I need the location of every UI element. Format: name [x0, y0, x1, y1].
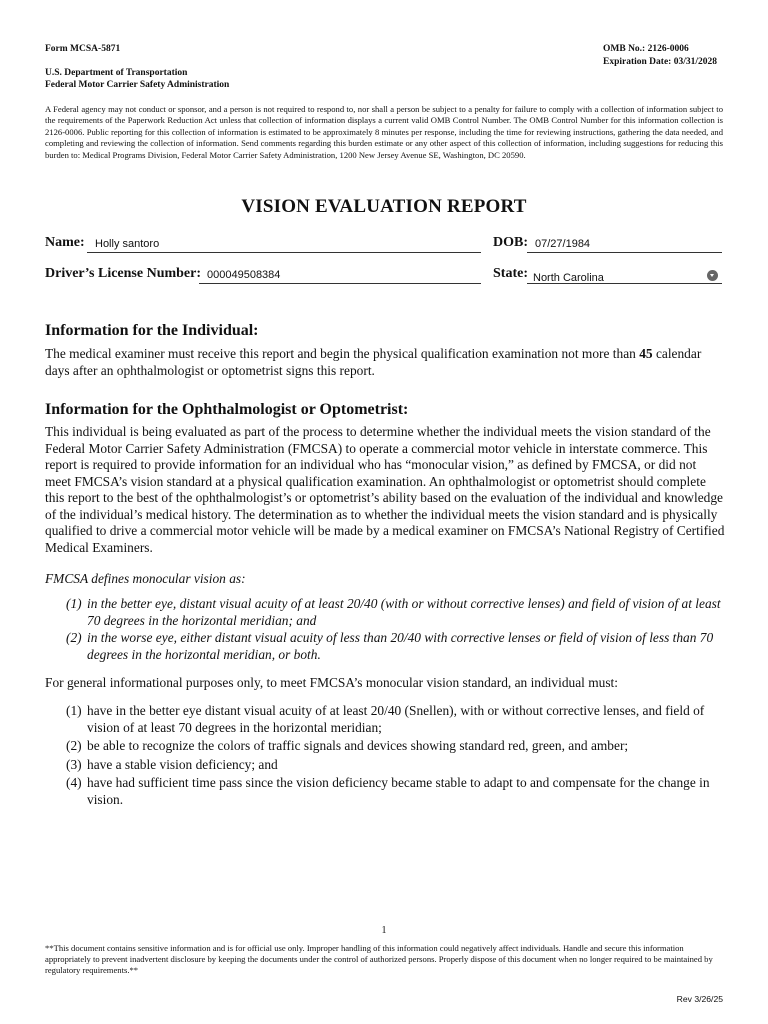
- state-select[interactable]: [527, 267, 722, 284]
- dob-field[interactable]: [527, 236, 722, 253]
- list-number: (2): [66, 630, 82, 645]
- list-item: [45, 703, 725, 736]
- individual-paragraph: [45, 346, 725, 379]
- optometrist-paragraph: This individual is being evaluated as part of the process to determine whether the individual meets the vision standard of the Federal Motor Carrier Safety Administration (FMCSA) to operate a commercial motor vehicle in interstate commerce. This report is required to provide information for an individual who has “monocular vision,” as defined by FMCSA, or did not meet FMCSA’s vision standard at a physical qualification examination. An ophthalmologist or optometrist should complete this report to the best of the ophthalmologist’s or optometrist’s ability based on the evaluation of the individual and knowledge of the individual’s medical history. The determination as to whether the individual meets the vision standard and is physically qualified to drive a commercial motor vehicle will be made by a medical examiner on FMCSA’s National Registry of Certified Medical Examiners.: [45, 424, 725, 555]
- list-item: [45, 775, 725, 808]
- state-value: North Carolina: [533, 272, 604, 284]
- individual-text-before: The medical examiner must receive this report and begin the physical qualification examination not more than: [45, 346, 640, 361]
- list-item: [45, 630, 725, 663]
- list-number: (1): [66, 596, 82, 611]
- list-text: have in the better eye distant visual acuity of at least 20/40 (Snellen), with or without corrective lenses, and field of vision of at least 70 degrees in the horizontal meridian;: [87, 703, 705, 735]
- list-number: (1): [66, 703, 82, 718]
- agency-name: Federal Motor Carrier Safety Administration: [45, 80, 230, 90]
- list-number: (4): [66, 775, 82, 790]
- state-label: State:: [493, 266, 528, 281]
- list-item: [45, 738, 725, 755]
- dob-value: 07/27/1984: [535, 238, 591, 250]
- name-value: Holly santoro: [95, 238, 160, 250]
- list-number: (3): [66, 756, 82, 772]
- license-value: 000049508384: [207, 269, 281, 281]
- list-text: be able to recognize the colors of traffic signals and devices showing standard red, green, and amber;: [87, 738, 629, 753]
- omb-number: OMB No.: 2126-0006: [603, 44, 689, 54]
- days-value: 45: [639, 346, 653, 361]
- chevron-down-icon[interactable]: [707, 270, 718, 281]
- burden-statement: A Federal agency may not conduct or sponsor, and a person is not required to respond to, nor shall a person be subject to a penalty for failure to comply with a collection of information subject to the requirements of the Paperwork Reduction Act unless that collection of information displays a current valid OMB Control Number. The OMB Control Number for this information collection is 2126-0006. Public reporting for this collection of information is estimated to be approximately 8 minutes per response, including the time for reviewing instructions, gathering the data needed, and completing and reviewing the collection of information. Send comments regarding this burden estimate or any other aspect of this collection of information, including suggestions for reducing this burden to: Medical Programs Division, Federal Motor Carrier Safety Administration, 1200 New Jersey Avenue SE, Washington, DC 20590.: [45, 104, 723, 160]
- dob-label: DOB:: [493, 235, 528, 250]
- form-number: Form MCSA-5871: [45, 44, 121, 54]
- requirements-list: [45, 703, 725, 808]
- department-name: U.S. Department of Transportation: [45, 68, 188, 78]
- list-item: [45, 757, 725, 774]
- requirements-intro: For general informational purposes only, to meet FMCSA’s monocular vision standard, an individual must:: [45, 675, 618, 690]
- optometrist-heading: Information for the Ophthalmologist or Optometrist:: [45, 401, 409, 418]
- individual-heading: Information for the Individual:: [45, 322, 259, 339]
- expiration-date: Expiration Date: 03/31/2028: [603, 57, 717, 67]
- list-text: have a stable vision deficiency; and: [87, 756, 278, 772]
- license-field[interactable]: [199, 267, 481, 284]
- list-text: have had sufficient time pass since the vision deficiency became stable to adapt to and compensate for the change in vision.: [87, 775, 710, 807]
- list-item: [45, 596, 725, 629]
- page-title: VISION EVALUATION REPORT: [241, 196, 527, 217]
- name-label: Name:: [45, 235, 85, 250]
- definition-intro: FMCSA defines monocular vision as:: [45, 571, 246, 586]
- list-text: in the worse eye, either distant visual acuity of less than 20/40 with corrective lenses or field of vision of less than 70 degrees in the horizontal meridian, or both.: [87, 630, 714, 662]
- sensitive-notice: **This document contains sensitive information and is for official use only. Improper handling of this information could negatively affect individuals. Handle and secure this information appropriately to prevent inadvertent disclosure by keeping the documents under the control of authorized persons. Properly dispose of this document when no longer required to be maintained by regulatory requirements.**: [45, 943, 713, 975]
- definition-list: [45, 596, 725, 663]
- revision-label: Rev 3/26/25: [676, 994, 723, 1004]
- list-text: in the better eye, distant visual acuity of at least 20/40 (with or without corrective lenses) and field of vision of at least 70 degrees in the horizontal meridian; and: [87, 596, 721, 628]
- page-number: 1: [381, 925, 387, 936]
- individual-text-after: calendar days after an ophthalmologist or optometrist signs this report.: [45, 346, 702, 378]
- license-label: Driver’s License Number:: [45, 266, 202, 281]
- list-number: (2): [66, 738, 82, 753]
- name-field[interactable]: [87, 236, 481, 253]
